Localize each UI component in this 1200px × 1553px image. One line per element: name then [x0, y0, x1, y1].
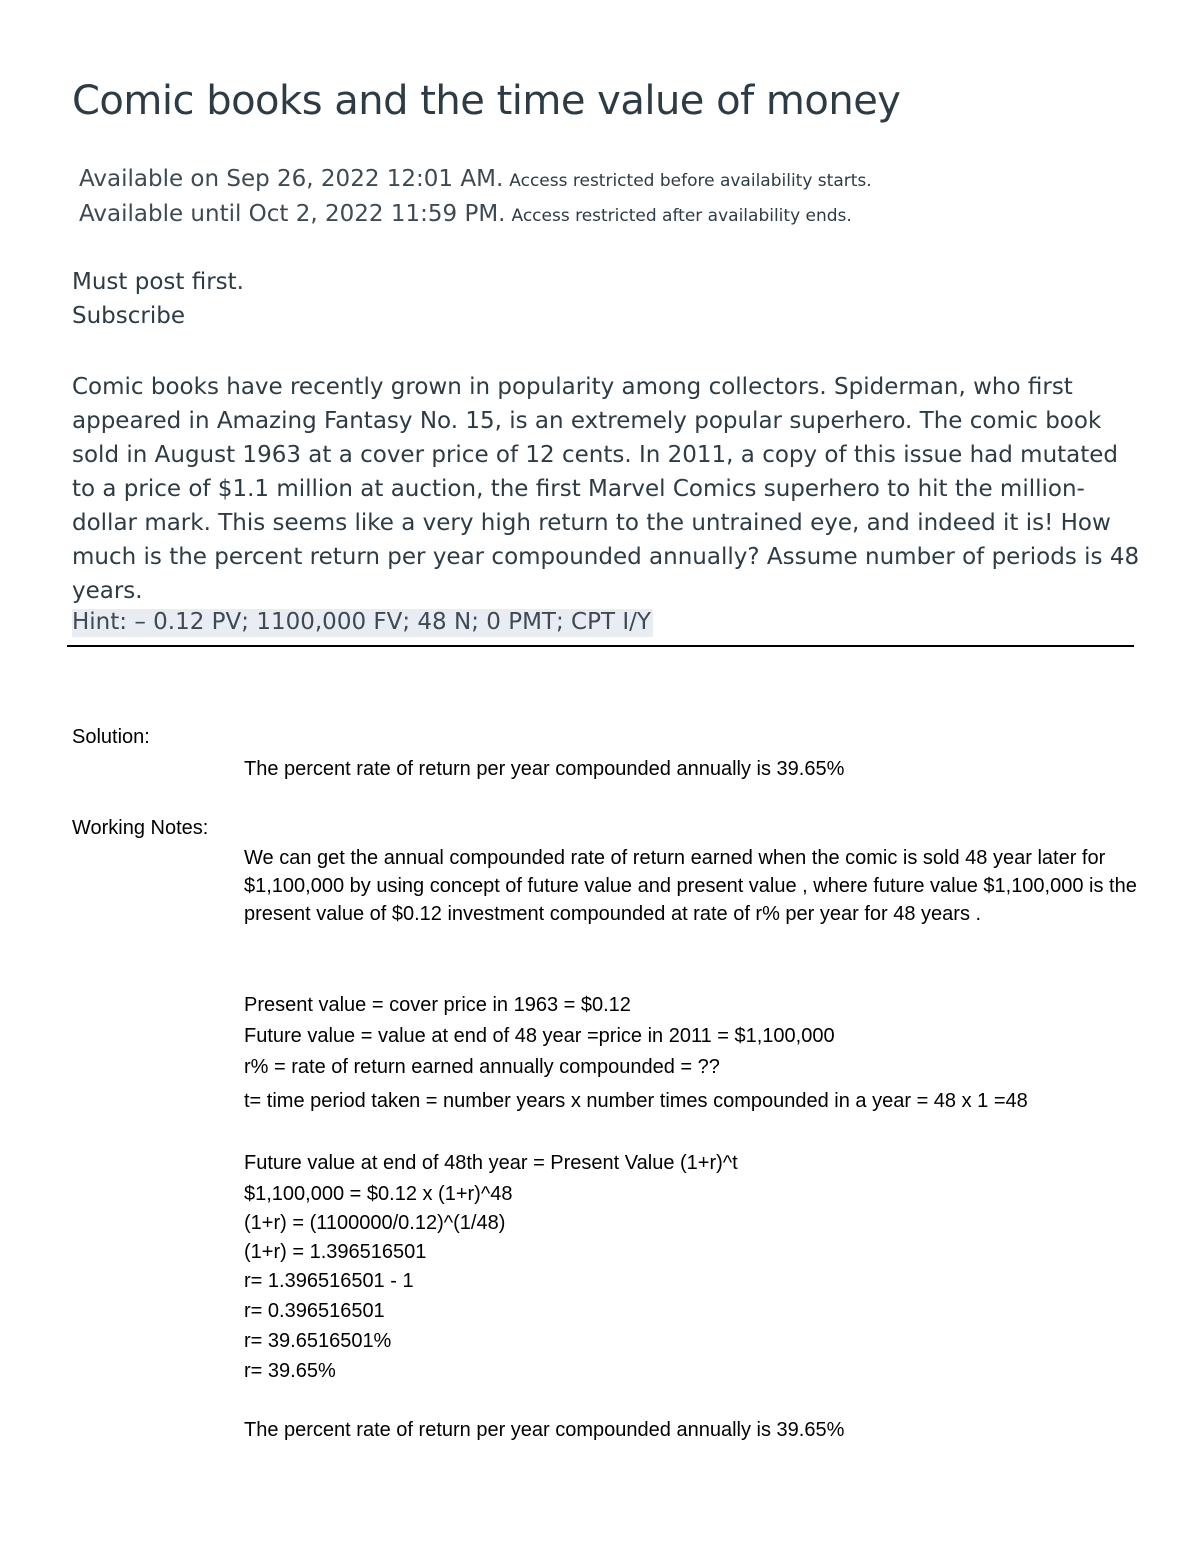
calculation-step: r= 0.396516501: [244, 1300, 385, 1322]
solution-conclusion: The percent rate of return per year compounded annually is 39.65%: [244, 1419, 845, 1441]
definition-line: Present value = cover price in 1963 = $0.12: [244, 994, 631, 1016]
working-explanation: We can get the annual compounded rate of return earned when the comic is sold 48 year later for $1,100,000 by using concept of future value and present value , where future value $1,100,000 is the present value of $0.12 investment compounded at rate of r% per year for 48 years .: [244, 847, 1137, 925]
availability-start: [79, 166, 872, 192]
working-notes-label: Working Notes:: [72, 817, 209, 839]
availability-start-note: Access restricted before availability starts.: [509, 171, 872, 191]
solution-label: Solution:: [72, 726, 150, 748]
calculation-step: r= 1.396516501 - 1: [244, 1270, 414, 1292]
calculation-step: (1+r) = 1.396516501: [244, 1241, 427, 1263]
availability-end-date: Available until Oct 2, 2022 11:59 PM.: [79, 201, 506, 227]
calculation-step: r= 39.6516501%: [244, 1330, 392, 1352]
definition-line: r% = rate of return earned annually compounded = ??: [244, 1056, 720, 1078]
definition-line: Future value = value at end of 48 year =price in 2011 = $1,100,000: [244, 1025, 835, 1047]
availability-end: [79, 201, 852, 227]
calculation-step: $1,100,000 = $0.12 x (1+r)^48: [244, 1183, 513, 1205]
calculation-step: r= 39.65%: [244, 1360, 336, 1382]
calculation-step: Future value at end of 48th year = Present Value (1+r)^t: [244, 1152, 738, 1174]
availability-end-note: Access restricted after availability ends.: [511, 206, 852, 226]
must-post-notice: Must post first.: [72, 269, 244, 295]
calculation-step: (1+r) = (1100000/0.12)^(1/48): [244, 1212, 506, 1234]
solution-answer: The percent rate of return per year compounded annually is 39.65%: [244, 758, 845, 780]
availability-start-date: Available on Sep 26, 2022 12:01 AM.: [79, 166, 504, 192]
hint-text: Hint: – 0.12 PV; 1100,000 FV; 48 N; 0 PMT; CPT I/Y: [72, 609, 651, 635]
subscribe-link[interactable]: Subscribe: [72, 303, 186, 329]
divider-rule: [67, 645, 1134, 647]
question-text: Comic books have recently grown in popularity among collectors. Spiderman, who first appeared in Amazing Fantasy No. 15, is an extremely popular superhero. The comic book sold in August 1963 at a cover price of 12 cents. In 2011, a copy of this issue had mutated to a price of $1.1 million at auction, the first Marvel Comics superhero to hit the million-dollar mark. This seems like a very high return to the untrained eye, and indeed it is! How much is the percent return per year compounded annually? Assume number of periods is 48 years.: [72, 374, 1140, 604]
definition-line: t= time period taken = number years x number times compounded in a year = 48 x 1 =48: [244, 1090, 1028, 1112]
page-title: Comic books and the time value of money: [72, 78, 901, 124]
